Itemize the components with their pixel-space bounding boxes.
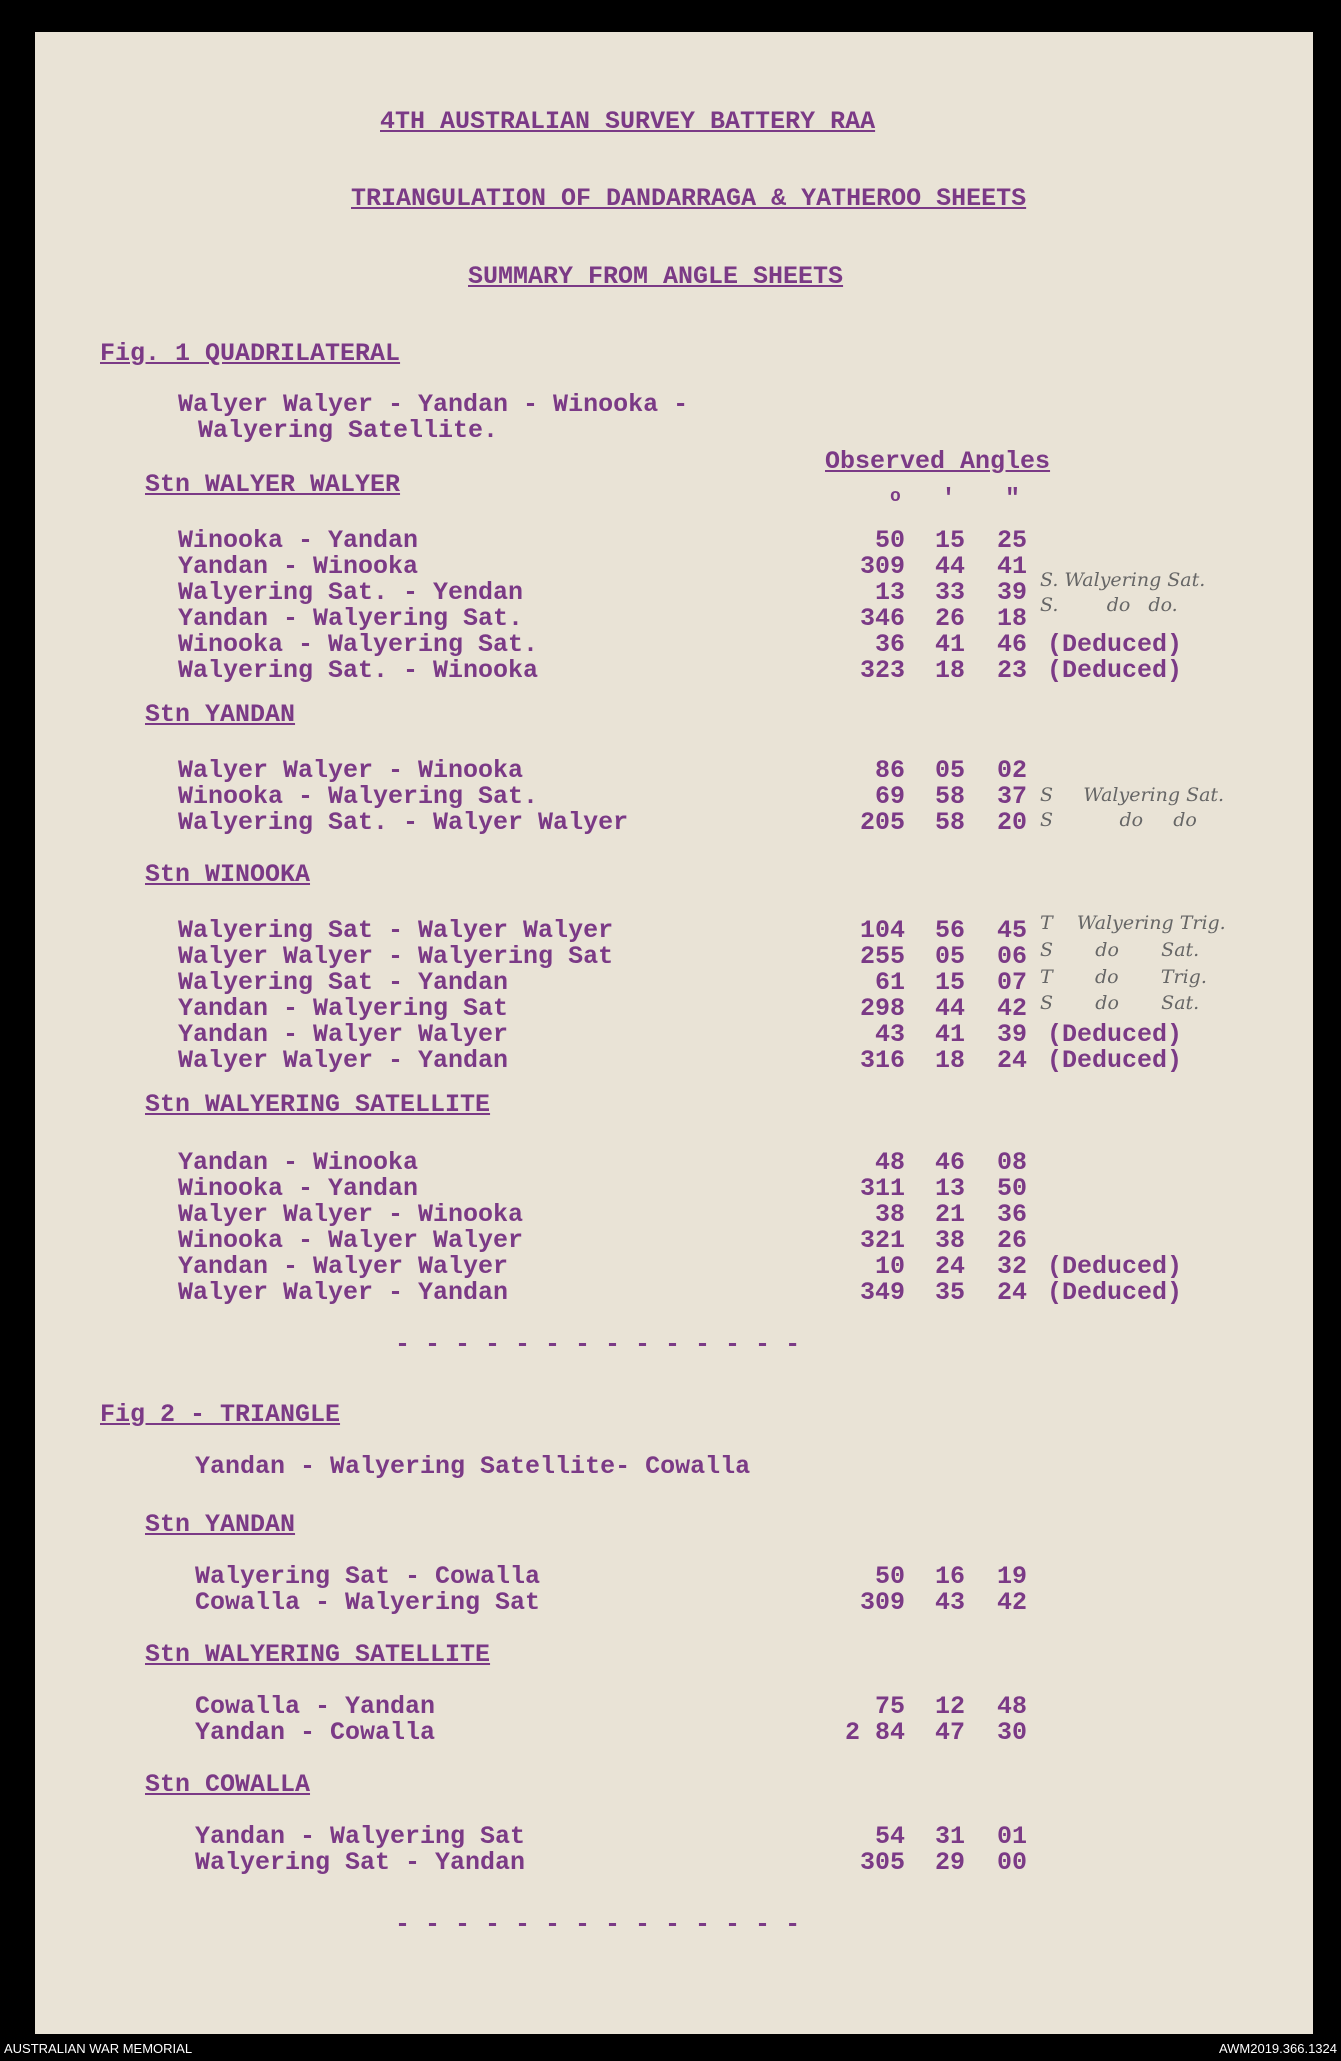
degree-unit: o <box>890 487 901 507</box>
minutes-value: 35 <box>934 1278 965 1307</box>
degrees-value: 321 <box>859 1226 905 1255</box>
degrees-value: 349 <box>859 1278 905 1307</box>
seconds-value: 36 <box>996 1200 1027 1229</box>
angle-label: Yandan - Walyering Sat <box>178 994 509 1023</box>
station-heading: Stn COWALLA <box>145 1770 311 1799</box>
observed-angles-heading: Observed Angles <box>825 447 1051 476</box>
seconds-value: 42 <box>996 1588 1027 1617</box>
minutes-value: 15 <box>934 526 965 555</box>
angle-label: Walyering Sat. - Walyer Walyer <box>178 808 629 837</box>
degrees-value: 86 <box>874 756 905 785</box>
angle-label: Walyer Walyer - Yandan <box>178 1046 509 1075</box>
angle-label: Yandan - Walyering Sat <box>195 1822 526 1851</box>
degrees-value: 50 <box>874 1562 905 1591</box>
minutes-value: 56 <box>934 916 965 945</box>
degrees-value: 205 <box>859 808 905 837</box>
minutes-value: 43 <box>934 1588 965 1617</box>
angle-label: Cowalla - Yandan <box>195 1692 436 1721</box>
degrees-value: 69 <box>874 782 905 811</box>
section-heading: SUMMARY FROM ANGLE SHEETS <box>468 262 844 291</box>
handwritten-note: S. Walyering Sat. <box>1040 569 1206 591</box>
minutes-value: 16 <box>934 1562 965 1591</box>
degrees-value: 104 <box>859 916 905 945</box>
minutes-value: 44 <box>934 552 965 581</box>
angle-label: Winooka - Walyer Walyer <box>178 1226 524 1255</box>
seconds-value: 01 <box>996 1822 1027 1851</box>
station-heading: Stn WALYERING SATELLITE <box>145 1090 491 1119</box>
handwritten-note: S do Sat. <box>1040 939 1200 961</box>
angle-label: Winooka - Walyering Sat. <box>178 782 539 811</box>
fig2-description: Yandan - Walyering Satellite- Cowalla <box>195 1452 751 1481</box>
deduced-note: (Deduced) <box>1047 630 1183 659</box>
deduced-note: (Deduced) <box>1047 656 1183 685</box>
minutes-value: 05 <box>934 756 965 785</box>
station-heading: Stn YANDAN <box>145 700 296 729</box>
minutes-value: 58 <box>934 808 965 837</box>
document-title: 4TH AUSTRALIAN SURVEY BATTERY RAA <box>380 107 876 136</box>
angle-label: Walyer Walyer - Walyering Sat <box>178 942 614 971</box>
seconds-value: 19 <box>996 1562 1027 1591</box>
angle-label: Winooka - Yandan <box>178 1174 419 1203</box>
degrees-value: 311 <box>859 1174 905 1203</box>
seconds-value: 07 <box>996 968 1027 997</box>
seconds-value: 39 <box>996 578 1027 607</box>
minutes-value: 05 <box>934 942 965 971</box>
deduced-note: (Deduced) <box>1047 1020 1183 1049</box>
seconds-value: 37 <box>996 782 1027 811</box>
degrees-value: 48 <box>874 1148 905 1177</box>
degrees-value: 255 <box>859 942 905 971</box>
seconds-value: 50 <box>996 1174 1027 1203</box>
seconds-value: 30 <box>996 1718 1027 1747</box>
seconds-value: 32 <box>996 1252 1027 1281</box>
seconds-value: 20 <box>996 808 1027 837</box>
angle-label: Walyering Sat - Walyer Walyer <box>178 916 614 945</box>
seconds-value: 02 <box>996 756 1027 785</box>
degrees-value: 13 <box>874 578 905 607</box>
degrees-value: 309 <box>859 1588 905 1617</box>
section-divider: - - - - - - - - - - - - - - <box>395 1330 801 1359</box>
station-heading: Stn WALYER WALYER <box>145 470 401 499</box>
degrees-value: 38 <box>874 1200 905 1229</box>
handwritten-note: S do Sat. <box>1040 992 1200 1014</box>
document-subtitle: TRIANGULATION OF DANDARRAGA & YATHEROO SHEETS <box>351 184 1027 213</box>
degrees-value: 54 <box>874 1822 905 1851</box>
angle-label: Yandan - Winooka <box>178 552 419 581</box>
angle-label: Walyering Sat - Cowalla <box>195 1562 541 1591</box>
seconds-value: 23 <box>996 656 1027 685</box>
angle-label: Walyering Sat - Yandan <box>178 968 509 997</box>
minutes-value: 24 <box>934 1252 965 1281</box>
minutes-value: 31 <box>934 1822 965 1851</box>
angle-label: Walyering Sat - Yandan <box>195 1848 526 1877</box>
angle-label: Winooka - Yandan <box>178 526 419 555</box>
degrees-value: 36 <box>874 630 905 659</box>
degrees-value: 75 <box>874 1692 905 1721</box>
seconds-value: 45 <box>996 916 1027 945</box>
seconds-value: 24 <box>996 1278 1027 1307</box>
fig1-description-line2: Walyering Satellite. <box>198 416 499 445</box>
minute-unit: ' <box>941 484 957 513</box>
minutes-value: 15 <box>934 968 965 997</box>
degrees-value: 316 <box>859 1046 905 1075</box>
angle-label: Winooka - Walyering Sat. <box>178 630 539 659</box>
minutes-value: 12 <box>934 1692 965 1721</box>
minutes-value: 38 <box>934 1226 965 1255</box>
degrees-value: 43 <box>874 1020 905 1049</box>
deduced-note: (Deduced) <box>1047 1046 1183 1075</box>
seconds-value: 24 <box>996 1046 1027 1075</box>
station-heading: Stn WALYERING SATELLITE <box>145 1640 491 1669</box>
angle-label: Yandan - Walyer Walyer <box>178 1252 509 1281</box>
seconds-value: 41 <box>996 552 1027 581</box>
degrees-value: 298 <box>859 994 905 1023</box>
seconds-value: 08 <box>996 1148 1027 1177</box>
seconds-value: 42 <box>996 994 1027 1023</box>
degrees-value: 346 <box>859 604 905 633</box>
minutes-value: 18 <box>934 656 965 685</box>
handwritten-note: T do Trig. <box>1040 966 1207 988</box>
angle-label: Yandan - Walyering Sat. <box>178 604 524 633</box>
degrees-value: 323 <box>859 656 905 685</box>
minutes-value: 29 <box>934 1848 965 1877</box>
handwritten-note: T Walyering Trig. <box>1040 912 1226 934</box>
angle-label: Yandan - Cowalla <box>195 1718 436 1747</box>
minutes-value: 44 <box>934 994 965 1023</box>
fig1-description-line1: Walyer Walyer - Yandan - Winooka - <box>178 390 689 419</box>
seconds-value: 00 <box>996 1848 1027 1877</box>
section-divider-end: - - - - - - - - - - - - - - <box>395 1910 801 1939</box>
footer-right: AWM2019.366.1324 <box>1218 2041 1337 2056</box>
angle-label: Walyering Sat. - Yendan <box>178 578 524 607</box>
minutes-value: 41 <box>934 1020 965 1049</box>
degrees-value: 309 <box>859 552 905 581</box>
angle-label: Walyer Walyer - Winooka <box>178 1200 524 1229</box>
seconds-value: 48 <box>996 1692 1027 1721</box>
angle-label: Walyer Walyer - Yandan <box>178 1278 509 1307</box>
deduced-note: (Deduced) <box>1047 1252 1183 1281</box>
minutes-value: 18 <box>934 1046 965 1075</box>
degrees-value: 2 84 <box>844 1718 905 1747</box>
minutes-value: 33 <box>934 578 965 607</box>
minutes-value: 21 <box>934 1200 965 1229</box>
seconds-value: 06 <box>996 942 1027 971</box>
minutes-value: 26 <box>934 604 965 633</box>
station-heading: Stn WINOOKA <box>145 860 311 889</box>
document-page <box>35 32 1313 2034</box>
second-unit: " <box>1005 484 1021 513</box>
minutes-value: 46 <box>934 1148 965 1177</box>
seconds-value: 18 <box>996 604 1027 633</box>
seconds-value: 46 <box>996 630 1027 659</box>
handwritten-note: S do do <box>1040 809 1197 831</box>
footer-left: AUSTRALIAN WAR MEMORIAL <box>4 2041 193 2056</box>
degrees-value: 10 <box>874 1252 905 1281</box>
station-heading: Stn YANDAN <box>145 1510 296 1539</box>
angle-label: Yandan - Winooka <box>178 1148 419 1177</box>
fig1-heading: Fig. 1 QUADRILATERAL <box>100 339 401 368</box>
minutes-value: 58 <box>934 782 965 811</box>
degrees-value: 61 <box>874 968 905 997</box>
handwritten-note: S. do do. <box>1040 594 1178 616</box>
angle-label: Cowalla - Walyering Sat <box>195 1588 541 1617</box>
minutes-value: 47 <box>934 1718 965 1747</box>
deduced-note: (Deduced) <box>1047 1278 1183 1307</box>
angle-label: Walyering Sat. - Winooka <box>178 656 539 685</box>
seconds-value: 39 <box>996 1020 1027 1049</box>
seconds-value: 26 <box>996 1226 1027 1255</box>
angle-label: Yandan - Walyer Walyer <box>178 1020 509 1049</box>
minutes-value: 13 <box>934 1174 965 1203</box>
handwritten-note: S Walyering Sat. <box>1040 784 1225 806</box>
seconds-value: 25 <box>996 526 1027 555</box>
minutes-value: 41 <box>934 630 965 659</box>
degrees-value: 305 <box>859 1848 905 1877</box>
degrees-value: 50 <box>874 526 905 555</box>
fig2-heading: Fig 2 - TRIANGLE <box>100 1400 341 1429</box>
angle-label: Walyer Walyer - Winooka <box>178 756 524 785</box>
